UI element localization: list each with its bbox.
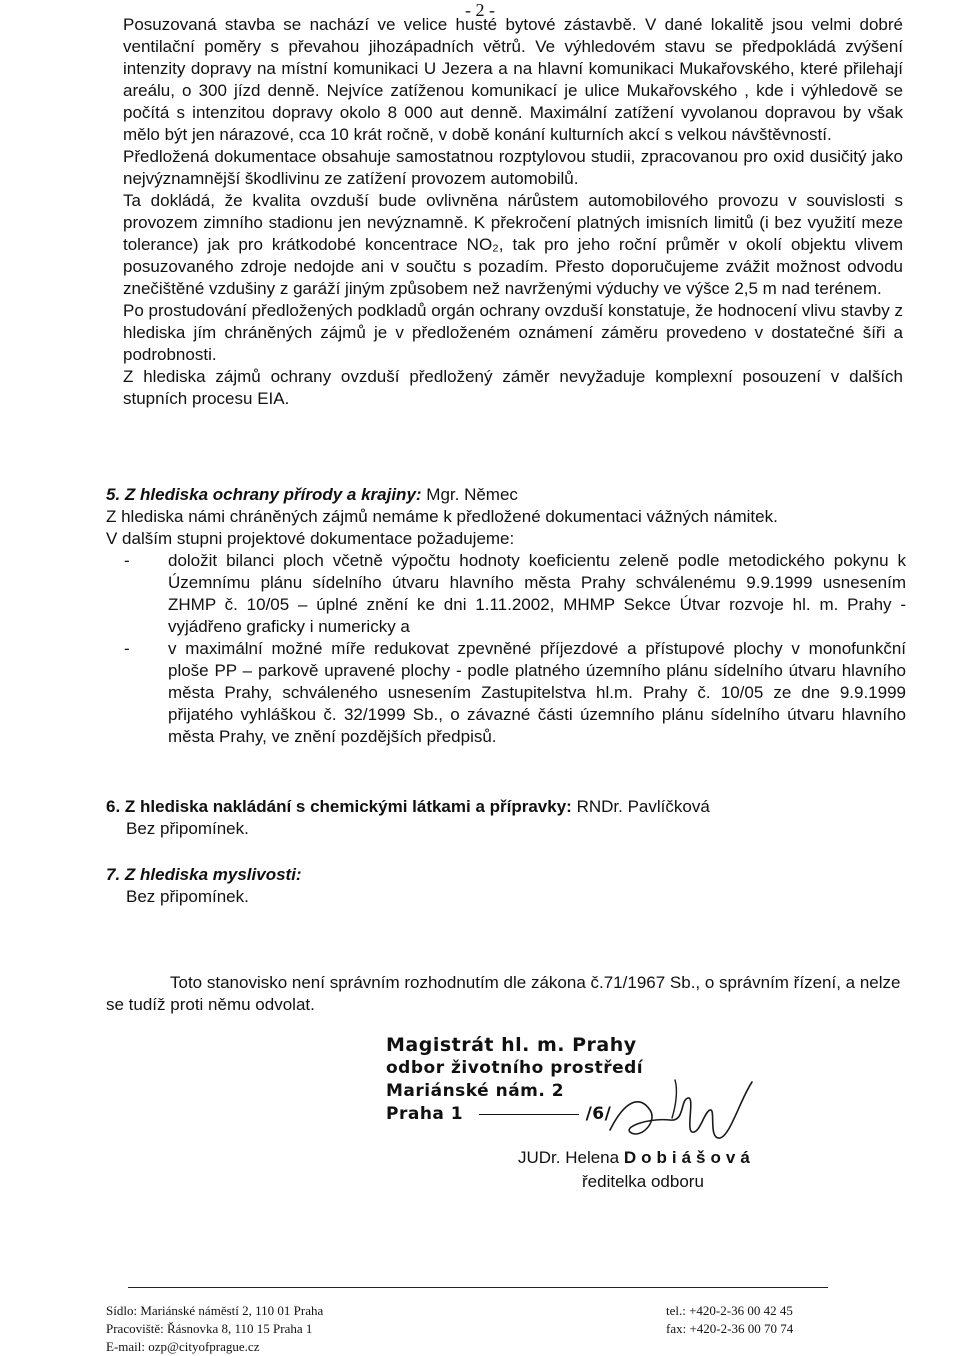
paragraph-conclusion: Z hlediska zájmů ochrany ovzduší předložený záměr nevyžaduje komplexní posouzení v dalších stupních procesu EIA. — [123, 367, 903, 408]
section-hunting-heading: 7. Z hlediska myslivosti: — [106, 865, 302, 884]
list-item — [106, 638, 906, 748]
stamp-line-2: odbor životního prostředí — [386, 1058, 644, 1078]
footer-divider — [128, 1287, 828, 1288]
closing-statement — [106, 972, 906, 1016]
section-hunting-text: Bez připomínek. — [126, 887, 249, 906]
bullet-dash: - — [124, 551, 130, 570]
paragraph-traffic: Posuzovaná stavba se nachází ve velice husté bytové zástavbě. V dané lokalitě jsou velmi dobré ventilační poměry s převahou jihozápadních větrů. Ve výhledovém stavu se předpokládá zvýšení intenzity dopravy na místní komunikaci U Jezera a na hlavní komunikaci Mukařovského, které přilehají areálu, o 300 jízd denně. Nejvíce zatíženou komunikací je ulice Mukařovského , kde i výhledově se počítá s intenzitou dopravy okolo 8 000 aut denně. Maximální zatížení vyvolanou dopravou by však mělo být jen nárazové, cca 10 krát ročně, v době konání kulturních akcí s velkou návštěvností. — [123, 15, 903, 144]
air-protection-section — [123, 14, 903, 410]
footer-tel: tel.: +420-2-36 00 42 45 — [666, 1303, 793, 1318]
requirements-list — [106, 550, 906, 748]
signer-surname: Dobiášová — [623, 1148, 755, 1167]
requirement-text: doložit bilanci ploch včetně výpočtu hodnoty koeficientu zeleně podle metodického pokynu k Územnímu plánu sídelního útvaru hlavního města Prahy schválenému 9.9.1999 usnesením ZHMP č. 10/05 – úplné znění ke dni 1.11.2002, MHMP Sekce Útvar rozvoje hl. m. Prahy - vyjádřeno graficky i numericky a — [168, 551, 906, 636]
bullet-dash: - — [124, 639, 130, 658]
signer-role: ředitelka odboru — [582, 1172, 704, 1191]
paragraph-air-quality: Ta dokládá, že kvalita ovzduší bude ovlivněna nárůstem automobilového provozu v souvislosti s provozem zimního stadionu jen nevýznamně. K překročení platných imisních limitů (i bez využití meze tolerance) jak pro krátkodobé koncentrace NO₂, tak pro jeho roční průměr v okolí objektu vlivem posuzovaného zdroje nedojde ani v součtu s pozadím. Přesto doporučujeme zvážit možnost odvodu znečištěné vzdušiny z garáží jiným způsobem než navrženými výduchy ve výšce 2,5 m nad terénem. — [123, 191, 903, 298]
signer-block — [518, 1146, 838, 1194]
signer-name-line — [518, 1146, 838, 1170]
footer-contacts — [666, 1302, 886, 1338]
section-nature-heading: 5. Z hlediska ochrany přírody a krajiny: — [106, 485, 422, 504]
list-item — [106, 550, 906, 638]
section-chemicals-heading-line — [106, 796, 906, 818]
section-nature — [106, 484, 906, 748]
section-chemicals-text: Bez připomínek. — [126, 819, 249, 838]
handwritten-signature — [580, 1060, 780, 1160]
paragraph-study: Předložená dokumentace obsahuje samostatnou rozptylovou studii, zpracovanou pro oxid dusičitý jako nejvýznamnější škodlivinu ze zatížení provozem automobilů. — [123, 147, 903, 188]
signer-prefix: JUDr. Helena — [518, 1148, 624, 1167]
stamp-mark: /6/ — [585, 1104, 612, 1124]
requirement-text: v maximální možné míře redukovat zpevněné příjezdové a přístupové plochy v monofunkční ploše PP – parkově upravené plochy - podle platného územního plánu sídelního útvaru hlavního města Prahy, schváleného usnesením Zastupitelstva hl.m. Prahy č. 10/05 ze dne 9.9.1999 přijatého vyhláškou č. 32/1999 Sb., o závazné části územního plánu sídelního útvaru hlavního města Prahy, ve znění pozdějších předpisů. — [168, 639, 906, 746]
stamp-underline — [479, 1114, 579, 1115]
footer-workplace: Pracoviště: Řásnovka 8, 110 15 Praha 1 — [106, 1321, 313, 1336]
section-chemicals-heading: 6. Z hlediska nakládání s chemickými látkami a přípravky: — [106, 797, 572, 816]
section-nature-heading-line — [106, 484, 906, 506]
footer-fax: fax: +420-2-36 00 70 74 — [666, 1321, 794, 1336]
section-nature-person: Mgr. Němec — [421, 485, 518, 504]
footer-seat: Sídlo: Mariánské náměstí 2, 110 01 Praha — [106, 1303, 324, 1318]
section-nature-line2: V dalším stupni projektové dokumentace požadujeme: — [106, 529, 515, 548]
stamp-line-1: Magistrát hl. m. Prahy — [386, 1034, 637, 1056]
paragraph-assessment: Po prostudování předložených podkladů orgán ochrany ovzduší konstatuje, že hodnocení vlivu stavby z hlediska jím chráněných zájmů je v předloženém oznámení záměru provedeno v dostatečné šíři a podrobnosti. — [123, 301, 903, 364]
section-nature-line1: Z hlediska námi chráněných zájmů nemáme k předložené dokumentaci vážných námitek. — [106, 507, 778, 526]
section-chemicals — [106, 796, 906, 840]
page-number: - 2 - — [465, 0, 495, 20]
stamp-line-3: Mariánské nám. 2 — [386, 1081, 565, 1101]
footer-email: E-mail: ozp@cityofprague.cz — [106, 1339, 260, 1354]
footer-address — [106, 1302, 426, 1356]
section-hunting — [106, 864, 906, 908]
closing-text: Toto stanovisko není správním rozhodnutím dle zákona č.71/1967 Sb., o správním řízení, a nelze se tudíž proti němu odvolat. — [106, 973, 901, 1014]
section-chemicals-person: RNDr. Pavlíčková — [571, 797, 710, 816]
stamp-line-4: Praha 1 — [386, 1104, 464, 1124]
